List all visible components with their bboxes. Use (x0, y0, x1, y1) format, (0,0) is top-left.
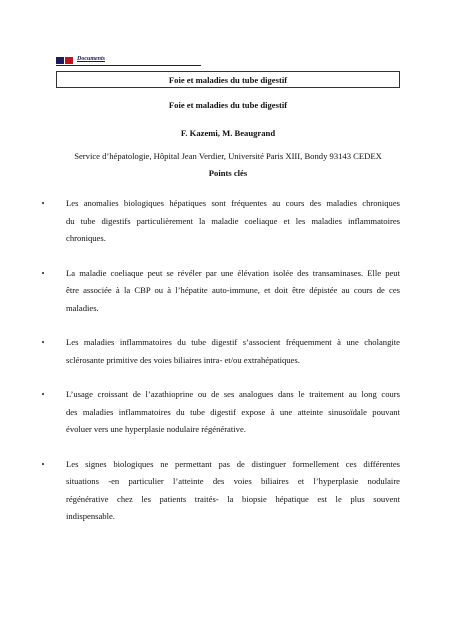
publisher-logo-icon (56, 57, 74, 64)
header-label: Documents (77, 56, 106, 62)
list-item-text-line: Les anomalies biologiques hépatiques sont fréquentes au cours des maladies chroniques (66, 198, 400, 208)
list-item-text-line: évoluer vers une hyperplasie nodulaire régénérative. (66, 424, 246, 434)
list-item (38, 265, 400, 318)
list-item-text-line: régénérative chez les patients traités- la biopsie hépatique est le plus souvent (66, 493, 400, 504)
document-affiliation: Service d’hépatologie, Hôpital Jean Verdier, Université Paris XIII, Bondy 93143 CEDEX (74, 151, 382, 161)
list-item-text-line: maladies. (66, 302, 99, 313)
list-item-text-line: sclérosante primitive des voies biliaires intra- et/ou extrahépatiques. (66, 354, 300, 365)
list-item (38, 386, 400, 439)
list-item (38, 456, 400, 526)
bullet-icon: • (41, 459, 45, 469)
key-points-list (38, 195, 400, 526)
document-authors: F. Kazemi, M. Beaugrand (180, 128, 276, 138)
list-item-text-line: Les signes biologiques ne permettant pas de distinguer formellement ces différentes (66, 458, 400, 469)
list-item-text-line: La maladie coeliaque peut se révéler par une élévation isolée des transaminases. Elle peut (66, 267, 400, 278)
list-item-text-line: situations -en particulier l’atteinte des voies biliaires et l’hyperplasie nodulaire (66, 476, 400, 486)
bullet-icon: • (41, 199, 45, 208)
document-title: Foie et maladies du tube digestif (168, 74, 288, 85)
list-item (38, 334, 400, 369)
document-title-box (56, 71, 400, 88)
list-item-text-line: chroniques. (66, 233, 106, 243)
list-item-text-line: des maladies inflammatoires du tube digestif expose à une atteinte sinusoïdale pouvant (66, 406, 400, 417)
list-item-text-line: Les maladies inflammatoires du tube digestif s’associent fréquemment à une cholangite (66, 337, 400, 347)
list-item (38, 195, 400, 248)
list-item-text-line: L’usage croissant de l’azathioprine ou de ses analogues dans le traitement au long cours (66, 389, 400, 399)
bullet-icon: • (41, 268, 45, 278)
document-header (56, 56, 201, 66)
bullet-icon: • (41, 338, 45, 347)
list-item-text-line: du tube digestifs particulièrement la maladie coeliaque et les maladies inflammatoires (66, 215, 400, 226)
list-item-text-line: être associée à la CBP ou à l’hépatite auto-immune, et doit être dépistée au cours de ces (66, 285, 400, 295)
bullet-icon: • (41, 390, 45, 399)
key-points-heading: Points clés (208, 168, 248, 178)
list-item-text-line: indispensable. (66, 511, 115, 521)
header-rule (56, 65, 201, 66)
document-subtitle: Foie et maladies du tube digestif (168, 100, 288, 110)
